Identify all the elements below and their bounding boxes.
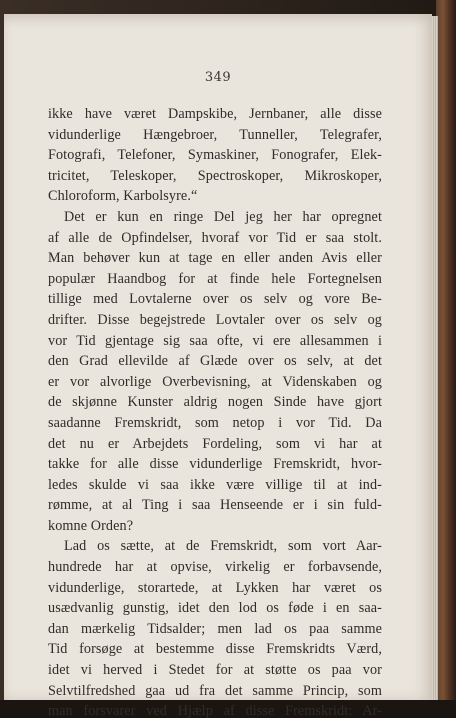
text-line: tillige med Lovtalerne over os selv og vore Be- bbox=[48, 291, 382, 308]
text-line: ledes skulde vi saa ikke være villige til at ind- bbox=[48, 476, 382, 493]
text-line: Tid forsøge at bestemme disse Fremskridts Værd, bbox=[48, 641, 382, 658]
page-stack-edge bbox=[432, 16, 438, 700]
text-line: Man behøver kun at tage en eller anden Avis eller bbox=[48, 250, 382, 267]
book-cover-edge bbox=[436, 0, 456, 718]
book-page bbox=[4, 14, 432, 718]
text-line: drifter. Disse begejstrede Lovtaler over os selv og bbox=[48, 311, 382, 328]
text-line: Selvtilfredshed gaa ud fra det samme Princip, som bbox=[48, 682, 382, 699]
text-line: populær Haandbog for at finde hele Fortegnelsen bbox=[48, 270, 382, 287]
text-line: Det er kun en ringe Del jeg her har opregnet bbox=[64, 208, 382, 225]
text-line: saadanne Fremskridt, som netop i vor Tid. Da bbox=[48, 414, 382, 431]
text-line: vidunderlige Hængebroer, Tunneller, Telegrafer, bbox=[48, 126, 382, 143]
text-line: usædvanlig gunstig, idet den lod os føde i en saa- bbox=[48, 600, 382, 617]
text-line: tricitet, Teleskoper, Spectroskoper, Mikroskoper, bbox=[48, 167, 382, 184]
text-line: de skjønne Kunster aldrig nogen Sinde have gjort bbox=[48, 394, 382, 411]
text-line: man forsvarer ved Hjælp af disse Fremskridt: Ar- bbox=[48, 703, 382, 718]
body-text bbox=[48, 104, 382, 718]
text-line: Chloroform, Karbolsyre.“ bbox=[48, 188, 198, 205]
text-line: det nu er Arbejdets Fordeling, som vi har at bbox=[48, 435, 382, 452]
text-line: den Grad ellevilde af Glæde over os selv, at det bbox=[48, 353, 382, 370]
text-line: rømme, at al Ting i saa Henseende er i sin fuld- bbox=[48, 497, 382, 514]
text-line: idet vi herved i Stedet for at støtte os paa vor bbox=[48, 662, 382, 679]
text-line: dan mærkelig Tidsalder; men lad os paa samme bbox=[48, 620, 382, 637]
text-line: Fotografi, Telefoner, Symaskiner, Fonografer, Elek- bbox=[48, 147, 382, 164]
text-line: ikke have været Dampskibe, Jernbaner, alle disse bbox=[48, 106, 382, 122]
text-line: vor Tid gjentage sig saa ofte, vi ere allesammen i bbox=[48, 332, 382, 349]
text-line: vidunderlige, storartede, at Lykken har været os bbox=[48, 579, 382, 596]
page-number: 349 bbox=[204, 70, 232, 85]
text-line: Lad os sætte, at de Fremskridt, som vort Aar- bbox=[64, 538, 382, 555]
text-line: er vor alvorlige Overbevisning, at Videnskaben og bbox=[48, 373, 382, 390]
text-line: af alle de Opfindelser, hvoraf vor Tid er saa stolt. bbox=[48, 229, 382, 246]
text-line: komne Orden? bbox=[48, 517, 134, 534]
text-line: takke for alle disse vidunderlige Fremskridt, hvor- bbox=[48, 456, 382, 473]
text-line: hundrede har at opvise, virkelig er forbavsende, bbox=[48, 559, 382, 576]
